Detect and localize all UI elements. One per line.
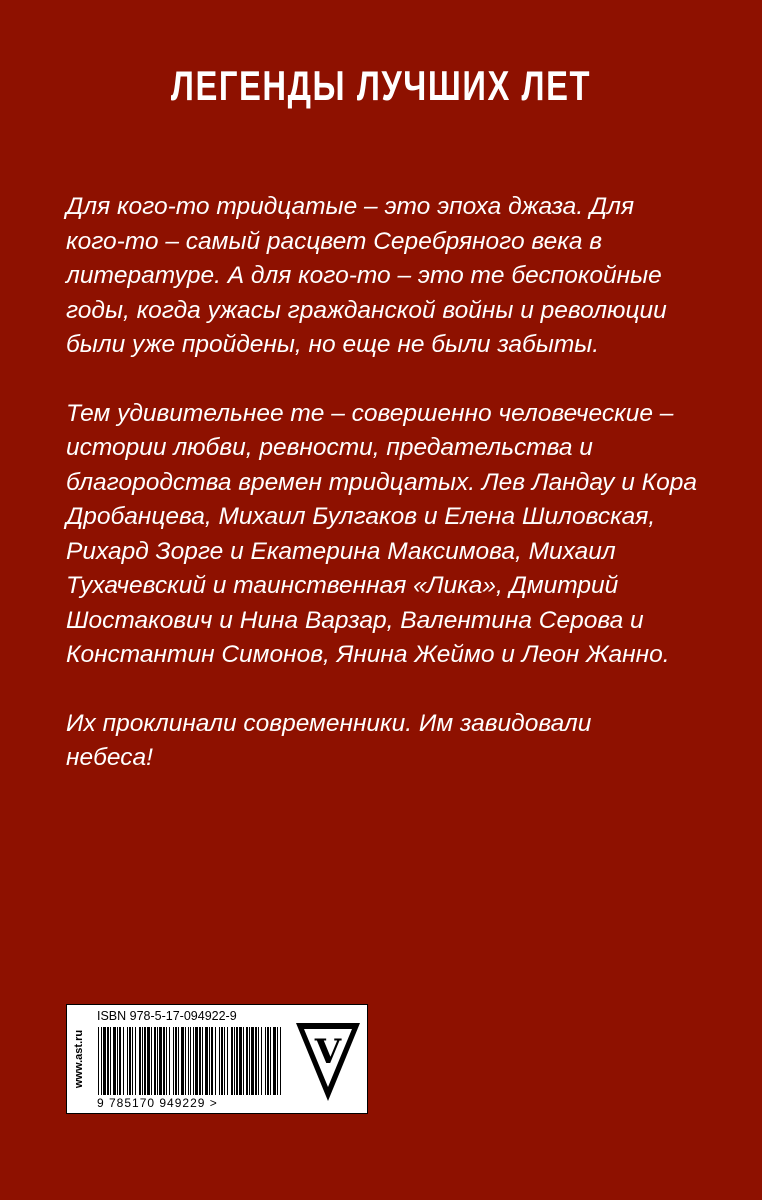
blurb-paragraph-3 <box>66 707 706 776</box>
barcode-panel <box>66 1004 368 1114</box>
blurb-line: годы, когда ужасы гражданской войны и революции <box>66 296 667 324</box>
blurb-line: Рихард Зорге и Екатерина Максимова, Михаил <box>66 537 616 565</box>
blurb-line: Шостакович и Нина Варзар, Валентина Серова и <box>66 606 644 634</box>
barcode-digits: 9 785170 949229 > <box>97 1096 218 1110</box>
blurb-line: Тухачевский и таинственная «Лика», Дмитрий <box>66 572 619 599</box>
blurb-text <box>66 190 706 810</box>
publisher-logo-letter: V <box>314 1032 342 1072</box>
blurb-line: Их проклинали современники. Им завидовали <box>66 709 592 737</box>
barcode-bars <box>97 1027 283 1095</box>
publisher-website <box>69 1011 89 1107</box>
blurb-line: истории любви, ревности, предательства и <box>66 434 593 461</box>
publisher-website-text: www.ast.ru <box>73 1029 85 1089</box>
blurb-line: Для кого-то тридцатые – это эпоха джаза. Для <box>66 193 635 220</box>
blurb-line: Тем удивительнее те – совершенно человеческие – <box>66 399 674 427</box>
blurb-paragraph-2 <box>66 397 706 673</box>
blurb-line: Дробанцева, Михаил Булгаков и Елена Шиловская, <box>66 503 656 530</box>
blurb-line: литературе. А для кого-то – это те беспокойные <box>66 262 662 289</box>
blurb-line: были уже пройдены, но еще не были забыты. <box>66 331 600 358</box>
blurb-line: кого-то – самый расцвет Серебряного века в <box>66 227 603 255</box>
blurb-line: небеса! <box>66 744 153 771</box>
blurb-line: Константин Симонов, Янина Жеймо и Леон Жанно. <box>66 641 670 668</box>
back-cover-title: ЛЕГЕНДЫ ЛУЧШИХ ЛЕТ <box>170 62 592 109</box>
publisher-logo-icon <box>293 1019 363 1103</box>
blurb-paragraph-1 <box>66 190 706 363</box>
blurb-line: благородства времен тридцатых. Лев Ландау и Кора <box>66 468 697 496</box>
isbn-number: ISBN 978-5-17-094922-9 <box>97 1009 237 1023</box>
